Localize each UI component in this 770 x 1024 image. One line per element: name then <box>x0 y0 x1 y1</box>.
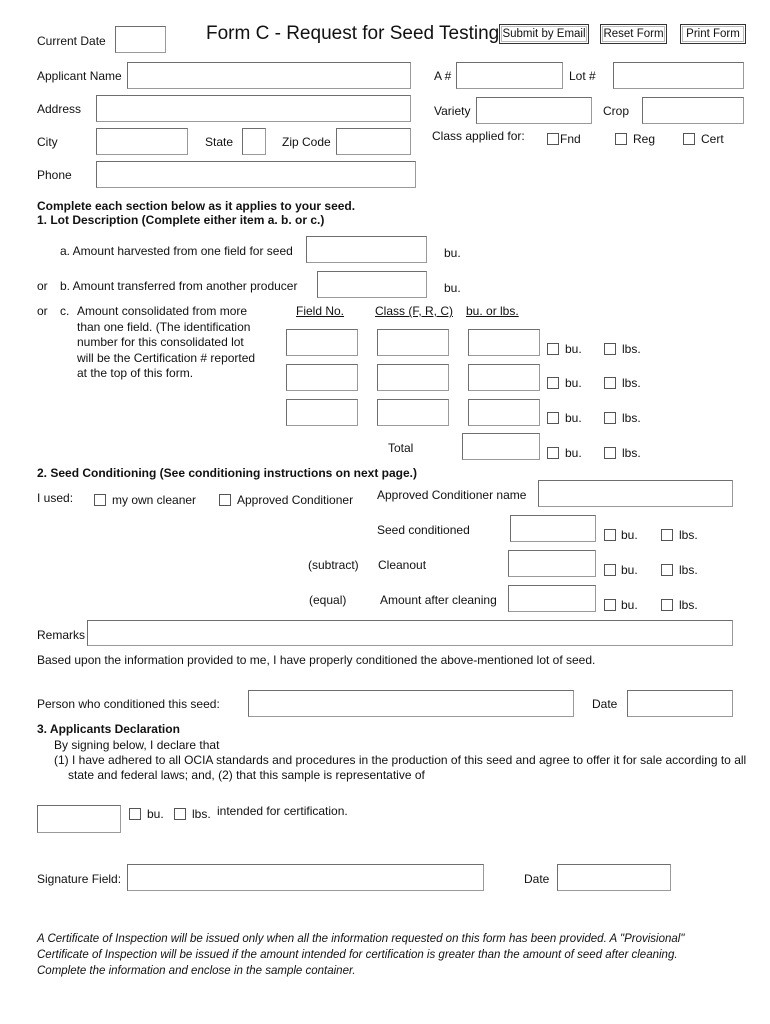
seed-conditioned-lbs-label: lbs. <box>679 528 698 542</box>
signature-field[interactable] <box>127 864 484 891</box>
conditioning-date-label: Date <box>592 697 618 711</box>
row2-lbs-checkbox[interactable] <box>604 377 616 389</box>
after-cleaning-lbs-checkbox[interactable] <box>661 599 673 611</box>
amount-1[interactable] <box>468 329 540 356</box>
lot-number-label: Lot # <box>569 69 596 83</box>
class-fnd-label: Fnd <box>560 132 581 146</box>
cleanout-bu-checkbox[interactable] <box>604 564 616 576</box>
amount-after-cleaning-field[interactable] <box>508 585 596 612</box>
city-label: City <box>37 135 58 149</box>
or-label-b: or <box>37 279 48 293</box>
section3-heading: 3. Applicants Declaration <box>37 722 180 736</box>
class-1[interactable] <box>377 329 449 356</box>
approved-conditioner-name-label: Approved Conditioner name <box>377 488 527 502</box>
class-fnd-checkbox[interactable] <box>547 133 559 145</box>
cleanout-label: Cleanout <box>378 558 427 572</box>
field-no-3[interactable] <box>286 399 358 426</box>
approved-conditioner-name-field[interactable] <box>538 480 733 507</box>
item-b-bu-label: bu. <box>444 281 461 295</box>
conditioning-statement: Based upon the information provided to me, I have properly conditioned the above-mentioned lot of seed. <box>37 653 596 667</box>
row2-lbs-label: lbs. <box>622 376 641 390</box>
submit-by-email-button[interactable]: Submit by Email <box>499 24 589 44</box>
signature-label: Signature Field: <box>37 872 122 886</box>
section2-heading: 2. Seed Conditioning (See conditioning instructions on next page.) <box>37 466 418 480</box>
row1-bu-checkbox[interactable] <box>547 343 559 355</box>
total-bu-label: bu. <box>565 446 582 460</box>
person-conditioned-label: Person who conditioned this seed: <box>37 697 220 711</box>
phone-field[interactable] <box>96 161 416 188</box>
variety-field[interactable] <box>476 97 592 124</box>
total-field[interactable] <box>462 433 540 460</box>
zip-code-label: Zip Code <box>282 135 331 149</box>
declaration-line-3: state and federal laws; and, (2) that this sample is representative of <box>68 768 425 782</box>
phone-label: Phone <box>37 168 72 182</box>
seed-conditioned-label: Seed conditioned <box>377 523 470 537</box>
remarks-field[interactable] <box>87 620 733 646</box>
seed-conditioned-field[interactable] <box>510 515 596 542</box>
amount-after-cleaning-label: Amount after cleaning <box>380 593 497 607</box>
row3-lbs-checkbox[interactable] <box>604 412 616 424</box>
or-label-c: or <box>37 304 48 318</box>
class-reg-label: Reg <box>633 132 656 146</box>
amount-3[interactable] <box>468 399 540 426</box>
equal-label: (equal) <box>309 593 347 607</box>
field-no-1[interactable] <box>286 329 358 356</box>
crop-label: Crop <box>603 104 630 118</box>
total-bu-checkbox[interactable] <box>547 447 559 459</box>
row2-bu-checkbox[interactable] <box>547 377 559 389</box>
row2-bu-label: bu. <box>565 376 582 390</box>
current-date-field[interactable] <box>115 26 166 53</box>
class-2[interactable] <box>377 364 449 391</box>
item-a-amount-field[interactable] <box>306 236 427 263</box>
declared-lbs-checkbox[interactable] <box>174 808 186 820</box>
page-title: Form C - Request for Seed Testing <box>206 23 500 44</box>
class-cert-checkbox[interactable] <box>683 133 695 145</box>
cleanout-field[interactable] <box>508 550 596 577</box>
own-cleaner-label: my own cleaner <box>112 493 197 507</box>
item-c-letter: c. <box>60 304 70 318</box>
total-lbs-label: lbs. <box>622 446 641 460</box>
section1-heading: 1. Lot Description (Complete either item a. b. or c.) <box>37 213 325 227</box>
a-number-label: A # <box>434 69 452 83</box>
signature-date-label: Date <box>524 872 550 886</box>
after-cleaning-bu-checkbox[interactable] <box>604 599 616 611</box>
item-a-label: a. Amount harvested from one field for seed <box>60 244 293 258</box>
row1-bu-label: bu. <box>565 342 582 356</box>
col-field-no: Field No. <box>296 304 345 318</box>
signature-date-field[interactable] <box>557 864 671 891</box>
conditioning-date-field[interactable] <box>627 690 733 717</box>
total-lbs-checkbox[interactable] <box>604 447 616 459</box>
class-reg-checkbox[interactable] <box>615 133 627 145</box>
amount-2[interactable] <box>468 364 540 391</box>
state-label: State <box>205 135 234 149</box>
person-conditioned-field[interactable] <box>248 690 574 717</box>
zip-code-field[interactable] <box>336 128 411 155</box>
row3-lbs-label: lbs. <box>622 411 641 425</box>
field-no-2[interactable] <box>286 364 358 391</box>
approved-conditioner-checkbox[interactable] <box>219 494 231 506</box>
cleanout-lbs-label: lbs. <box>679 563 698 577</box>
item-a-bu-label: bu. <box>444 246 461 260</box>
class-applied-label: Class applied for: <box>432 129 525 143</box>
col-bu-or-lbs: bu. or lbs. <box>466 304 519 318</box>
remarks-label: Remarks <box>37 628 86 642</box>
reset-form-button[interactable]: Reset Form <box>600 24 667 44</box>
footer-note: A Certificate of Inspection will be issued only when all the information requested on this form has been provided. A "Provisional" Certificate of Inspection will be issued if the amount intended for certification is greater than the amount of seed after cleaning. Complete the information and enclose in the sample container. <box>37 933 685 977</box>
applicant-name-field[interactable] <box>127 62 411 89</box>
variety-label: Variety <box>434 104 471 118</box>
declaration-line-1: By signing below, I declare that <box>54 738 220 752</box>
item-b-amount-field[interactable] <box>317 271 427 298</box>
current-date-label: Current Date <box>37 34 106 48</box>
declared-amount-field[interactable] <box>37 805 121 833</box>
intended-label: intended for certification. <box>217 804 348 818</box>
seed-conditioned-bu-label: bu. <box>621 528 638 542</box>
i-used-label: I used: <box>37 491 74 505</box>
address-label: Address <box>37 102 82 116</box>
item-c-description: Amount consolidated from more than one field. (The identification number for this consolidated lot will be the Certification # reported at the top of this form. <box>77 304 256 380</box>
declared-bu-label: bu. <box>147 807 164 821</box>
after-cleaning-lbs-label: lbs. <box>679 598 698 612</box>
a-number-field[interactable] <box>456 62 563 89</box>
declaration-line-2: (1) I have adhered to all OCIA standards and procedures in the production of this seed and agree to offer it for sale according to all <box>54 753 747 767</box>
seed-conditioned-bu-checkbox[interactable] <box>604 529 616 541</box>
subtract-label: (subtract) <box>308 558 359 572</box>
state-field[interactable] <box>242 128 266 155</box>
applicant-name-label: Applicant Name <box>37 69 122 83</box>
address-field[interactable] <box>96 95 411 122</box>
row3-bu-label: bu. <box>565 411 582 425</box>
class-cert-label: Cert <box>701 132 724 146</box>
row1-lbs-label: lbs. <box>622 342 641 356</box>
cleanout-lbs-checkbox[interactable] <box>661 564 673 576</box>
crop-field[interactable] <box>642 97 744 124</box>
item-b-label: b. Amount transferred from another producer <box>60 279 298 293</box>
own-cleaner-checkbox[interactable] <box>94 494 106 506</box>
print-form-button[interactable]: Print Form <box>680 24 746 44</box>
declared-bu-checkbox[interactable] <box>129 808 141 820</box>
approved-conditioner-label: Approved Conditioner <box>237 493 354 507</box>
after-cleaning-bu-label: bu. <box>621 598 638 612</box>
row3-bu-checkbox[interactable] <box>547 412 559 424</box>
lot-number-field[interactable] <box>613 62 744 89</box>
total-label: Total <box>388 441 414 455</box>
class-3[interactable] <box>377 399 449 426</box>
city-field[interactable] <box>96 128 188 155</box>
declared-lbs-label: lbs. <box>192 807 211 821</box>
section1-intro: Complete each section below as it applies to your seed. <box>37 199 356 213</box>
cleanout-bu-label: bu. <box>621 563 638 577</box>
col-class: Class (F, R, C) <box>375 304 453 318</box>
seed-conditioned-lbs-checkbox[interactable] <box>661 529 673 541</box>
row1-lbs-checkbox[interactable] <box>604 343 616 355</box>
